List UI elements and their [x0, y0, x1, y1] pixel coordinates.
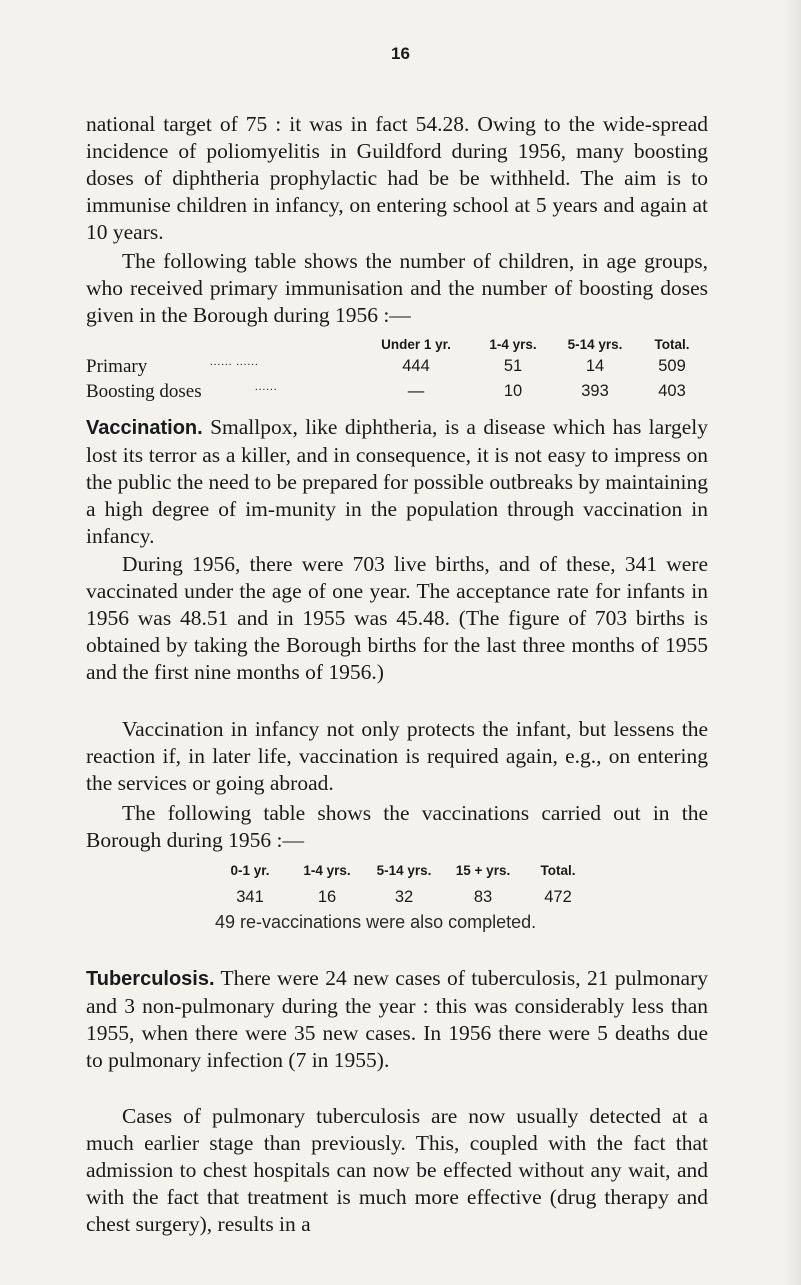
cell-primary-total: 509 [658, 357, 686, 375]
vac-cell-5-14: 32 [394, 888, 414, 906]
page-number: 16 [391, 44, 410, 63]
paragraph-4-text: During 1956, there were 703 live births, and of these, 341 were vaccinated under the age of one year. The acceptance rate for infants in 1956 was 48.51 and in 1955 was 45.48. (The figure of 703 births is obtained by taking the Borough births for the last three months of 1955 and the first nine months of 1956.) [86, 552, 708, 684]
vac-cell-1-4: 16 [317, 888, 337, 906]
col-header-under-1: Under 1 yr. [381, 337, 451, 352]
tuberculosis-heading: Tuberculosis. [86, 968, 215, 990]
cell-primary-under-1: 444 [402, 357, 430, 375]
cell-primary-5-14: 14 [585, 357, 605, 375]
row-label-boosting: Boosting doses [86, 381, 202, 402]
row-label-primary: Primary [86, 356, 148, 377]
paragraph-2-text: The following table shows the number of children, in age groups, who received primary immunisation and the number of boosting doses given in the Borough during 1956 :— [86, 249, 708, 327]
cell-boosting-5-14: 393 [581, 382, 609, 400]
row-dots-primary: ...... ...... [210, 356, 259, 368]
col-header-total: Total. [654, 337, 690, 352]
paragraph-6 [86, 800, 708, 854]
paragraph-2 [86, 248, 708, 329]
vac-header-1-4: 1-4 yrs. [303, 863, 351, 878]
vac-header-15-plus: 15 + yrs. [455, 863, 511, 878]
tuberculosis-text: There were 24 new cases of tuberculosis, 21 pulmonary and 3 non-pulmonary during the year : this was considerably less than 1955, when there were 35 new cases. In 1956 there were 5 deaths due to pulmonary infection (7 in 1955). [86, 966, 708, 1072]
vac-header-0-1: 0-1 yr. [230, 863, 270, 878]
cell-boosting-under-1: — [407, 382, 425, 400]
vac-header-5-14: 5-14 yrs. [376, 863, 432, 878]
vac-cell-15-plus: 83 [473, 888, 493, 906]
vaccination-text: Smallpox, like diphtheria, is a disease which has largely lost its terror as a killer, and in consequence, it is not easy to impress on the public the need to be prepared for possible outbreaks by maintaining a high degree of im-munity in the population through vaccination in infancy. [86, 415, 708, 548]
cell-primary-1-4: 51 [503, 357, 523, 375]
paragraph-8 [86, 1103, 708, 1238]
vaccination-heading: Vaccination. [86, 417, 203, 439]
paragraph-vaccination [86, 414, 708, 550]
cell-boosting-total: 403 [658, 382, 686, 400]
paragraph-6-text: The following table shows the vaccinations carried out in the Borough during 1956 :— [86, 801, 708, 852]
col-header-5-14: 5-14 yrs. [567, 337, 623, 352]
paragraph-8-text: Cases of pulmonary tuberculosis are now usually detected at a much earlier stage than previously. This, coupled with the fact that admission to chest hospitals can now be effected without any wait, and with the fact that treatment is much more effective (drug therapy and chest surgery), results in a [86, 1104, 708, 1236]
vac-cell-0-1: 341 [236, 888, 264, 906]
col-header-1-4: 1-4 yrs. [489, 337, 537, 352]
revaccination-note: 49 re-vaccinations were also completed. [215, 912, 537, 932]
cell-boosting-1-4: 10 [503, 382, 523, 400]
vac-header-total: Total. [540, 863, 576, 878]
paragraph-1 [86, 111, 708, 246]
vac-cell-total: 472 [544, 888, 572, 906]
page-edge-shadow [783, 0, 801, 1285]
row-dots-boosting: ...... [255, 381, 278, 393]
paragraph-tuberculosis [86, 965, 708, 1074]
paragraph-5-text: Vaccination in infancy not only protects the infant, but lessens the reaction if, in later life, vaccination is required again, e.g., on entering the services or going abroad. [86, 717, 708, 795]
paragraph-4 [86, 551, 708, 686]
paragraph-5 [86, 716, 708, 797]
paragraph-1-text: national target of 75 : it was in fact 54.28. Owing to the wide-spread incidence of poliomyelitis in Guildford during 1956, many boosting doses of diphtheria prophylactic had be be withheld. The aim is to immunise children in infancy, on entering school at 5 years and again at 10 years. [86, 112, 708, 244]
